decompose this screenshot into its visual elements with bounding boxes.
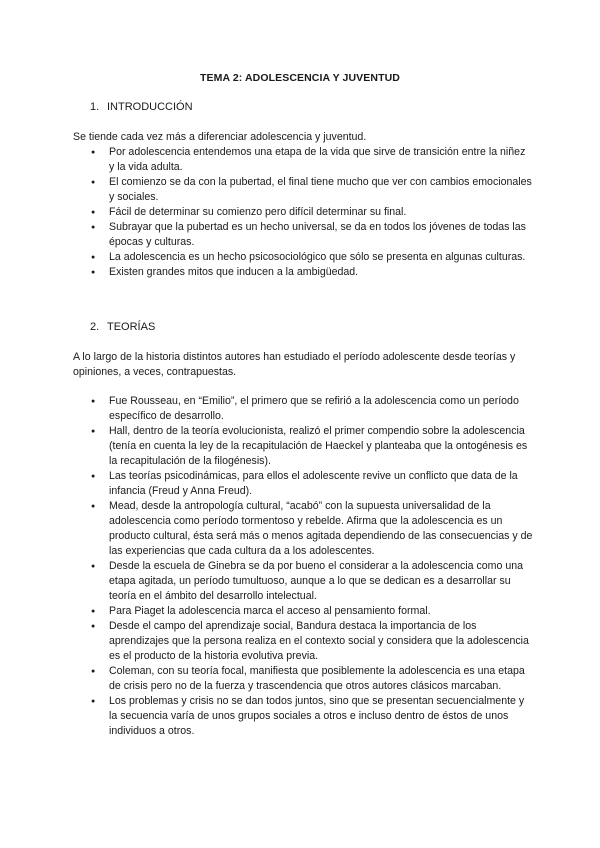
- section-intro-paragraph: A lo largo de la historia distintos autores han estudiado el período adolescente desde teorías y opiniones, a veces, contrapuestas.: [73, 351, 516, 378]
- teorias-bullet-list: [73, 394, 533, 739]
- list-item: ● Existen grandes mitos que inducen a la ambigüedad.: [73, 265, 533, 280]
- list-item: ● Mead, desde la antropología cultural, “acabó” con la supuesta universalidad de la adolescencia como período tormentoso y rebelde. Afirma que la adolescencia es un producto cultural, ésta será más o menos agitada dependiendo de las consecuencias y de las experiencias que cada cultura da a los adolescentes.: [73, 499, 533, 559]
- list-item: ● Coleman, con su teoría focal, manifiesta que posiblemente la adolescencia es una etapa de crisis pero no de la fuerza y trascendencia que otros autores clásicos marcaban.: [73, 664, 533, 694]
- section-intro-paragraph: Se tiende cada vez más a diferenciar adolescencia y juventud.: [73, 131, 367, 143]
- section-number: 2.: [90, 321, 100, 333]
- section-heading-teorias: [90, 321, 155, 333]
- list-item: ● Hall, dentro de la teoría evolucionista, realizó el primer compendio sobre la adolescencia (tenía en cuenta la ley de la recapitulación de Haeckel y planteaba que la ontogénesis es la recapitulación de la filogénesis).: [73, 424, 533, 469]
- section-heading-text: INTRODUCCIÓN: [107, 101, 193, 113]
- introduccion-bullet-list: [73, 145, 533, 280]
- section-heading-text: TEORÍAS: [107, 321, 156, 333]
- list-item: ● Las teorías psicodinámicas, para ellos el adolescente revive un conflicto que data de la infancia (Freud y Anna Freud).: [73, 469, 533, 499]
- list-item: ● Para Piaget la adolescencia marca el acceso al pensamiento formal.: [73, 604, 533, 619]
- section-heading-introduccion: [90, 101, 193, 113]
- list-item: ● Desde la escuela de Ginebra se da por bueno el considerar a la adolescencia como una etapa agitada, un período tumultuoso, aunque a lo que se dedican es a desarrollar su teoría en el ámbito del desarrollo intelectual.: [73, 559, 533, 604]
- section-number: 1.: [90, 101, 100, 113]
- list-item: ● Los problemas y crisis no se dan todos juntos, sino que se presentan secuencialmente y la secuencia varía de unos grupos sociales a otros e incluso dentro de éstos de unos individuos a otros.: [73, 694, 533, 739]
- document-title: TEMA 2: ADOLESCENCIA Y JUVENTUD: [200, 72, 400, 84]
- list-item: ● Desde el campo del aprendizaje social, Bandura destaca la importancia de los aprendizajes que la persona realiza en el contexto social y considera que la adolescencia es el producto de la historia evolutiva previa.: [73, 619, 533, 664]
- list-item: ● Por adolescencia entendemos una etapa de la vida que sirve de transición entre la niñez y la vida adulta.: [73, 145, 533, 175]
- list-item: ● Fácil de determinar su comienzo pero difícil determinar su final.: [73, 205, 533, 220]
- list-item: ● Subrayar que la pubertad es un hecho universal, se da en todos los jóvenes de todas las épocas y culturas.: [73, 220, 533, 250]
- list-item: ● Fue Rousseau, en “Emilio”, el primero que se refirió a la adolescencia como un período específico de desarrollo.: [73, 394, 533, 424]
- list-item: ● La adolescencia es un hecho psicosociológico que sólo se presenta en algunas culturas.: [73, 250, 533, 265]
- list-item: ● El comienzo se da con la pubertad, el final tiene mucho que ver con cambios emocionales y sociales.: [73, 175, 533, 205]
